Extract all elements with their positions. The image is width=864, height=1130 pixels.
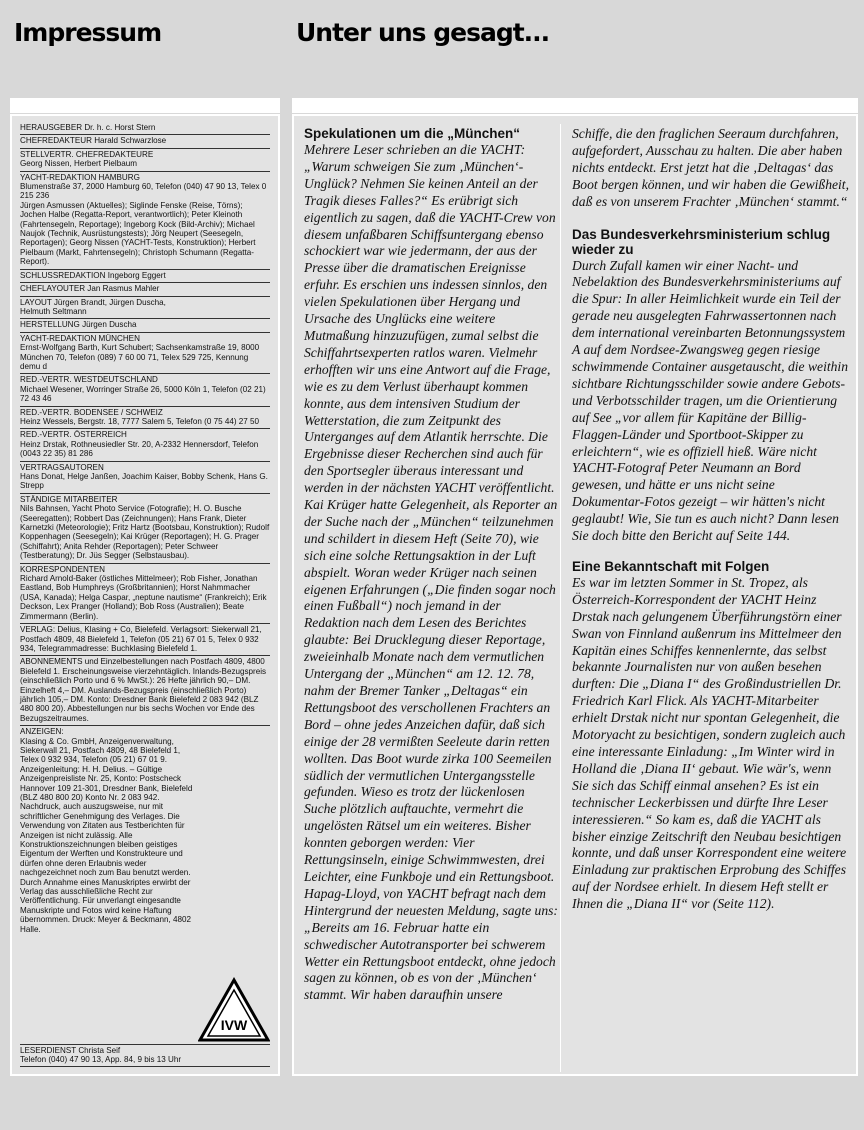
ivw-logo-text: IVW — [220, 1017, 248, 1033]
impressum-section: VERLAG: Delius, Klasing + Co, Bielefeld. Verlagsort: Siekerwall 21, Postfach 4809, 48 Bielefeld 1, Telefon (05 21) 67 01 5, Telex 0 932 934, Telegrammadresse: Buchklasing Bielefeld 1. — [20, 624, 270, 656]
impressum-section: SCHLUSSREDAKTION Ingeborg Eggert — [20, 270, 270, 283]
article-title-bekanntschaft: Eine Bekanntschaft mit Folgen — [572, 558, 770, 574]
impressum-section: CHEFLAYOUTER Jan Rasmus Mahler — [20, 283, 270, 296]
right-header-bar — [292, 98, 858, 113]
impressum-section: HERSTELLUNG Jürgen Duscha — [20, 319, 270, 332]
article-body-bundesverkehrsministerium: Durch Zufall kamen wir einer Nacht- und Nebelaktion des Bundesverkehrsministeriums auf die Spur: In aller Heimlichkeit wurde ein Teil der gerade neu ausgelegten Fahrwassertonnen nach dem international vereinbarten Betonnungssystem A auf dem Nordsee-Zwangsweg gegen riesige schwimmende Container ausgetauscht, die weithin sichtbare Richtungsschilder sowie andere Gebots- und Verbotsschilder tragen, um die Orientierung auf See „vor allem für Kapitäne der Billig-Flaggen-Länder und Sportboot-Skipper zu erleichtern“, wie es offiziell hieß. Wäre nicht YACHT-Fotograf Peter Neumann an Bord gewesen, und hätte er uns nicht seine Dokumentar-Fotos gezeigt – wir hätten's nicht geglaubt! Wie, Sie tun es auch nicht? Dann lesen Sie doch bitte den Bericht auf Seite 144. — [572, 257, 848, 544]
impressum-section: YACHT-REDAKTION MÜNCHEN Ernst-Wolfgang Barth, Kurt Schubert; Sachsenkamstraße 19, 8000 München 70, Telefon (089) 7 60 00 71, Telex 529 725, Kennung demu d — [20, 333, 270, 375]
left-header-bar — [10, 98, 280, 113]
article-title-bundesverkehrsministerium: Das Bundesverkehrsministerium schlug wieder zu — [572, 226, 831, 257]
impressum-section: RED.-VERTR. WESTDEUTSCHLAND Michael Wesener, Worringer Straße 26, 5000 Köln 1, Telefon (02 21) 72 43 46 — [20, 374, 270, 406]
ivw-logo — [198, 976, 270, 1044]
impressum-section: RED.-VERTR. BODENSEE / SCHWEIZ Heinz Wessels, Bergstr. 18, 7777 Salem 5, Telefon (0 75 44) 27 50 — [20, 407, 270, 430]
impressum-section: YACHT-REDAKTION HAMBURG Blumenstraße 37, 2000 Hamburg 60, Telefon (040) 47 90 13, Telex 0 215 236 Jürgen Asmussen (Aktuelles); Siglinde Fenske (Reise, Törns); Jochen Halbe (Regatta-Report, verantwortlich); Peter Kleinoth (Fahrtensegeln, Reportage); Ingeborg Kock (Bild-Archiv); Michael Naujok (Technik, Ausrüstungstests); Jörg Neupert (Seesegeln, Reportagen); Georg Nissen (YACHT-Tests, Konstruktion); Herbert Pielbaum (Markt, Fahrtensegeln); Christoph Schumann (Regatta-Report). — [20, 172, 270, 270]
article-body-bekanntschaft: Es war im letzten Sommer in St. Tropez, als Österreich-Korrespondent der YACHT Heinz Drstak nach gelungenem Überführungstörn einer Swan von Finnland außenrum ins Mittelmeer den Kapitän eines Schiffes kennenlernte, das selbst bekannte Journalisten nur von außen besehen durften: Die „Diana I“ des Großindustriellen Dr. Friedrich Karl Flick. Als YACHT-Mitarbeiter erhielt Drstak nicht nur spontan Gelegenheit, die Motoryacht zu besichtigen, sondern zugleich auch eine interessante Einladung: „Im Winter wird in Holland die ‚Diana II‘ gebaut. Wie wär's, wenn Sie sich das Schiff einmal ansehen? Es ist ein technischer Leckerbissen und dürfte Ihre Leser interessieren.“ So kam es, daß die YACHT als bisher einzige Zeitschrift den Neubau besichtigen konnte, und daß unser Korrespondent eine weitere Einladung zur praktischen Erprobung des Schiffes auf der Nordsee erhielt. In diesem Heft stellt er Ihnen die „Diana II“ vor (Seite 112). — [572, 574, 847, 912]
unter-uns-gesagt-heading: Unter uns gesagt... — [296, 18, 550, 47]
editorial-panel — [292, 114, 858, 1076]
impressum-section: VERTRAGSAUTOREN Hans Donat, Helge Janßen, Joachim Kaiser, Bobby Schenk, Hans G. Strepp — [20, 462, 270, 494]
leserdienst: LESERDIENST Christa Seif Telefon (040) 47 90 13, App. 84, 9 bis 13 Uhr — [20, 1044, 270, 1067]
impressum-section: HERAUSGEBER Dr. h. c. Horst Stern — [20, 122, 270, 135]
impressum-section: STÄNDIGE MITARBEITER Nils Bahnsen, Yacht Photo Service (Fotografie); H. O. Busche (Seeregatten); Robbert Das (Zeichnungen); Hans Frank, Dieter Karnetzki (Meteorologie); Fritz Hartz (Bootsbau, Konstruktion); Rudolf Koppenhagen (Seesegeln); Kai Krüger (Reportagen); H. G. Prager (Schiffahrt); Anita Rehder (Reportagen); Peter Schweer (Testberatung); Dr. Jüs Segger (Selbstausbau). — [20, 494, 270, 564]
article-title-muenchen: Spekulationen um die „München“ — [304, 126, 521, 141]
article-body-muenchen: Mehrere Leser schrieben an die YACHT: „Warum schweigen Sie zum ‚München‘-Unglück? Nehmen Sie keinen Anteil an der Tragik dieses Falles?“ Es erübrigt sich eigentlich zu sagen, daß die YACHT-Crew von diesem unfaßbaren Schiffsuntergang ebenso schockiert war wie jedermann, der aus der Presse über die dramatischen Ereignisse erfuhr. Es erschien uns indessen sinnlos, den vielen Spekulationen über Hergang und Ursache des Unglücks eine weitere Mutmaßung hinzuzufügen, zumal selbst die Schiffahrtsexperten ratlos waren. Vielmehr erhofften wir uns eine Antwort auf die Frage, wie es zu dem Verlust überhaupt kommen konnte, aus dem intensiven Studium der Wetterstation, die zum Zeitpunkt des Unterganges auf dem Atlantik herrschte. Die Ergebnisse dieser Recherchen sind auch für den Sportsegler überaus interessant und werden in der nächsten YACHT veröffentlicht. Kai Krüger hatte Gelegenheit, als Reporter an der Suche nach der „München“ teilzunehmen und schildert in diesem Heft (Seite 70), wie sich eine solche Rettungsaktion in der Luft abspielt. Woran weder Krüger nach seinen eigenen Erfahrungen („Die finden sogar noch einen Fußball“) noch jemand in der Redaktion nach dem Lesen des Berichtes glaubte: Bei Drucklegung dieser Reportage, zweieinhalb Monate nach dem vermutlichen Untergang der „München“ am 12. 12. 78, nahm der Bremer Tanker „Deltagas“ ein Rettungsboot des verschollenen Frachters an Bord – ohne jedes Anzeichen dafür, daß sich einige der 28 vermißten Seeleute darin retten wollten. Das Boot wurde zirka 100 Seemeilen südlich der vermutlichen Untergangsstelle gefunden. Wieso es trotz der lückenlosen Suche plötzlich auftauchte, vermehrt die ungelösten Rätsel um ein weiteres. Bisher konnten geborgen werden: Vier Rettungsinseln, einige Schwimmwesten, drei Leichter, eine Funkboje und ein Rettungsboot. Hapag-Lloyd, von YACHT befragt nach dem Hintergrund der neuesten Meldung, sagte uns: „Bereits am 16. Februar hatte ein schwedischer Autotransporter bei schwerem Wetter ein Rettungsboot entdeckt, ohne jedoch sagen zu können, ob es von der ‚München‘ stammt. Wir haben daraufhin unsere — [304, 142, 558, 1003]
impressum-heading: Impressum — [14, 18, 162, 47]
impressum-section: RED.-VERTR. ÖSTERREICH Heinz Drstak, Rothneusiedler Str. 20, A-2332 Hennersdorf, Telefon (0043 22 35) 81 286 — [20, 429, 270, 461]
impressum-section: KORRESPONDENTEN Richard Arnold-Baker (östliches Mittelmeer); Rob Fisher, Jonathan Eastland, Bob Humphreys (Großbritannien); Horst Nahmmacher (USA, Kanada); Helga Caspar, „neptune nautisme“ (Frankreich); Erik Deckson, Lex Pranger (Holland); Bob Ross (Australien); Beate Zimmermann (Berlin). — [20, 564, 270, 624]
column-divider — [560, 124, 561, 1072]
column-left — [304, 126, 558, 1004]
impressum-section: LAYOUT Jürgen Brandt, Jürgen Duscha, Helmuth Seltmann — [20, 297, 270, 320]
article-body-muenchen-continued: Schiffe, die den fraglichen Seeraum durchfahren, aufgefordert, Ausschau zu halten. Die aber haben nichts entdeckt. Erst jetzt hat die ‚Deltagas‘ das Boot bergen können, und wir haben die Gewißheit, daß es von unserem Frachter ‚München‘ stammt.“ — [572, 126, 849, 209]
impressum-section: CHEFREDAKTEUR Harald Schwarzlose — [20, 135, 270, 148]
column-right — [572, 126, 850, 913]
impressum-section: STELLVERTR. CHEFREDAKTEURE Georg Nissen, Herbert Pielbaum — [20, 149, 270, 172]
impressum-section: ABONNEMENTS und Einzelbestellungen nach Postfach 4809, 4800 Bielefeld 1. Erscheinungsweise vierzehntäglich. Inlands-Bezugspreis (einschließlich Porto und 6 % MwSt.): 26 Hefte jährlich 90,– DM. Einzelheft 4,– DM. Auslands-Bezugspreis (einschließlich Porto) jährlich 105,– DM. Konto: Dresdner Bank Bielefeld 2 083 942 (BLZ 480 800 20). Abbestellungen nur bis sechs Wochen vor Ende des Bezugszeitraumes. — [20, 656, 270, 726]
impressum-section: ANZEIGEN: Klasing & Co. GmbH, Anzeigenverwaltung, Siekerwall 21, Postfach 4809, 48 Bielefeld 1, Telex 0 932 934, Telefon (05 21) 67 01 9. Anzeigenleitung: H. H. Delius. – Gültige Anzeigenpreisliste Nr. 25, Konto: Postscheck Hannover 109 21-301, Dresdner Bank, Bielefeld (BLZ 480 800 20) Konto Nr. 2 083 942. Nachdruck, auch auszugsweise, nur mit schriftlicher Genehmigung des Verlages. Die Verwendung von Zitaten aus Testberichten für Anzeigen ist nicht zulässig. Alle Konstruktionszeichnungen bleiben geistiges Eigentum der Werften und Konstrukteure und dürfen ohne deren Erlaubnis weder nachgezeichnet noch zum Bau benutzt werden. Durch Annahme eines Manuskriptes erwirbt der Verlag das ausschließliche Recht zur Veröffentlichung. Für unverlangt eingesandte Manuskripte und Fotos wird keine Haftung übernommen. Druck: Meyer & Beckmann, 4802 Halle. — [20, 727, 193, 934]
impressum-panel — [10, 114, 280, 1076]
